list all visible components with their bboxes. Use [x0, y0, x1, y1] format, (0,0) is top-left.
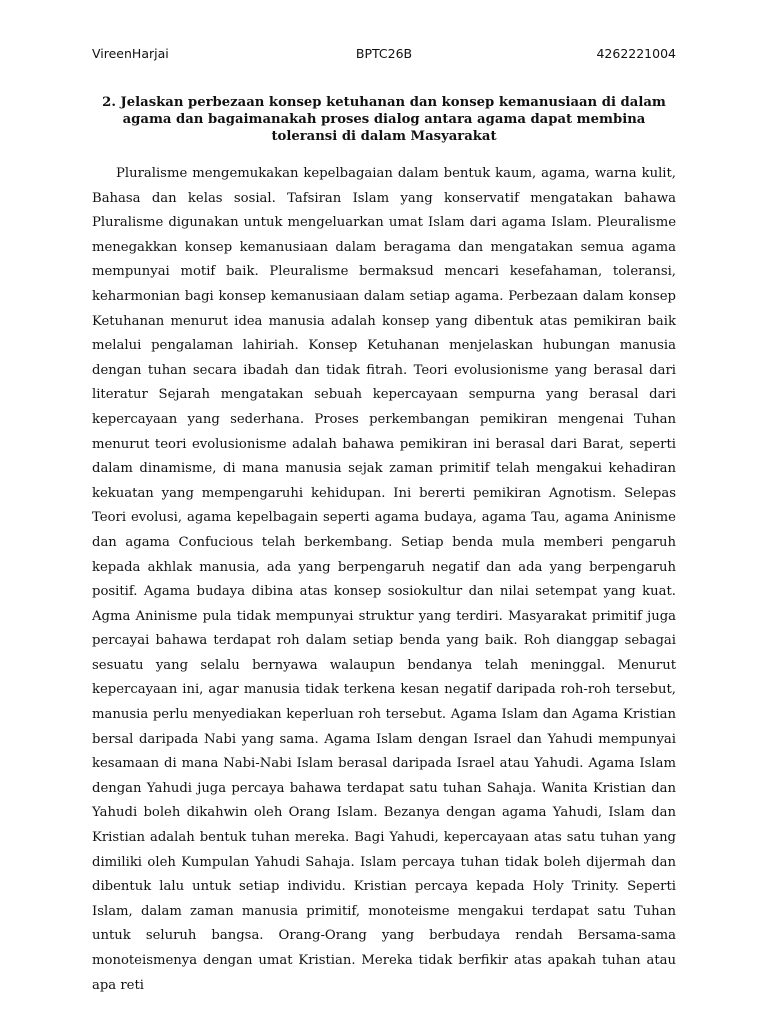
header-student-id: 4262221004 — [596, 46, 676, 61]
answer-paragraph: Pluralisme mengemukakan kepelbagaian dalam bentuk kaum, agama, warna kulit, Bahasa dan kelas sosial. Tafsiran Islam yang konservatif mengatakan bahawa Pluralisme digunakan untuk mengeluarkan umat Islam dari agama Islam. Pleuralisme menegakkan konsep kemanusiaan dalam beragama dan mengatakan semua agama mempunyai motif baik. Pleuralisme bermaksud mencari kesefahaman, toleransi, keharmonian bagi konsep kemanusiaan dalam setiap agama. Perbezaan dalam konsep Ketuhanan menurut idea manusia adalah konsep yang dibentuk atas pemikiran baik melalui pengalaman lahiriah. Konsep Ketuhanan menjelaskan hubungan manusia dengan tuhan secara ibadah dan tidak fitrah. Teori evolusionisme yang berasal dari literatur Sejarah mengatakan sebuah kepercayaan sempurna yang berasal dari kepercayaan yang sederhana. Proses perkembangan pemikiran mengenai Tuhan menurut teori evolusionisme adalah bahawa pemikiran ini berasal dari Barat, seperti dalam dinamisme, di mana manusia sejak zaman primitif telah mengakui kehadiran kekuatan yang mempengaruhi kehidupan. Ini bererti pemikiran Agnotism. Selepas Teori evolusi, agama kepelbagain seperti agama budaya, agama Tau, agama Aninisme dan agama Confucious telah berkembang. Setiap benda mula memberi pengaruh kepada akhlak manusia, ada yang berpengaruh negatif dan ada yang berpengaruh positif. Agama budaya dibina atas konsep sosiokultur dan nilai setempat yang kuat. Agma Aninisme pula tidak mempunyai struktur yang terdiri. Masyarakat primitif juga percayai bahawa terdapat roh dalam setiap benda yang baik. Roh dianggap sebagai sesuatu yang selalu bernyawa walaupun bendanya telah meninggal. Menurut kepercayaan ini, agar manusia tidak terkena kesan negatif daripada roh-roh tersebut, manusia perlu menyediakan keperluan roh tersebut. Agama Islam dan Agama Kristian bersal daripada Nabi yang sama. Agama Islam dengan Israel dan Yahudi mempunyai kesamaan di mana Nabi-Nabi Islam berasal daripada Israel atau Yahudi. Agama Islam dengan Yahudi juga percaya bahawa terdapat satu tuhan Sahaja. Wanita Kristian dan Yahudi boleh dikahwin oleh Orang Islam. Bezanya dengan agama Yahudi, Islam dan Kristian adalah bentuk tuhan mereka. Bagi Yahudi, kepercayaan atas satu tuhan yang dimiliki oleh Kumpulan Yahudi Sahaja. Islam percaya tuhan tidak boleh dijermah dan dibentuk lalu untuk setiap individu. Kristian percaya kepada Holy Trinity. Seperti Islam, dalam zaman manusia primitif, monoteisme mengakui terdapat satu Tuhan untuk seluruh bangsa. Orang-Orang yang berbudaya rendah Bersama-sama monoteismenya dengan umat Kristian. Mereka tidak berfikir atas apakah tuhan atau apa reti — [92, 166, 676, 993]
header-student-name: VireenHarjai — [92, 46, 169, 61]
question-heading: 2. Jelaskan perbezaan konsep ketuhanan dan konsep kemanusiaan di dalam agama dan bagaimanakah proses dialog antara agama dapat membina toleransi di dalam Masyarakat — [102, 95, 666, 144]
page-header — [92, 45, 676, 63]
header-course-code: BPTC26B — [355, 46, 413, 61]
